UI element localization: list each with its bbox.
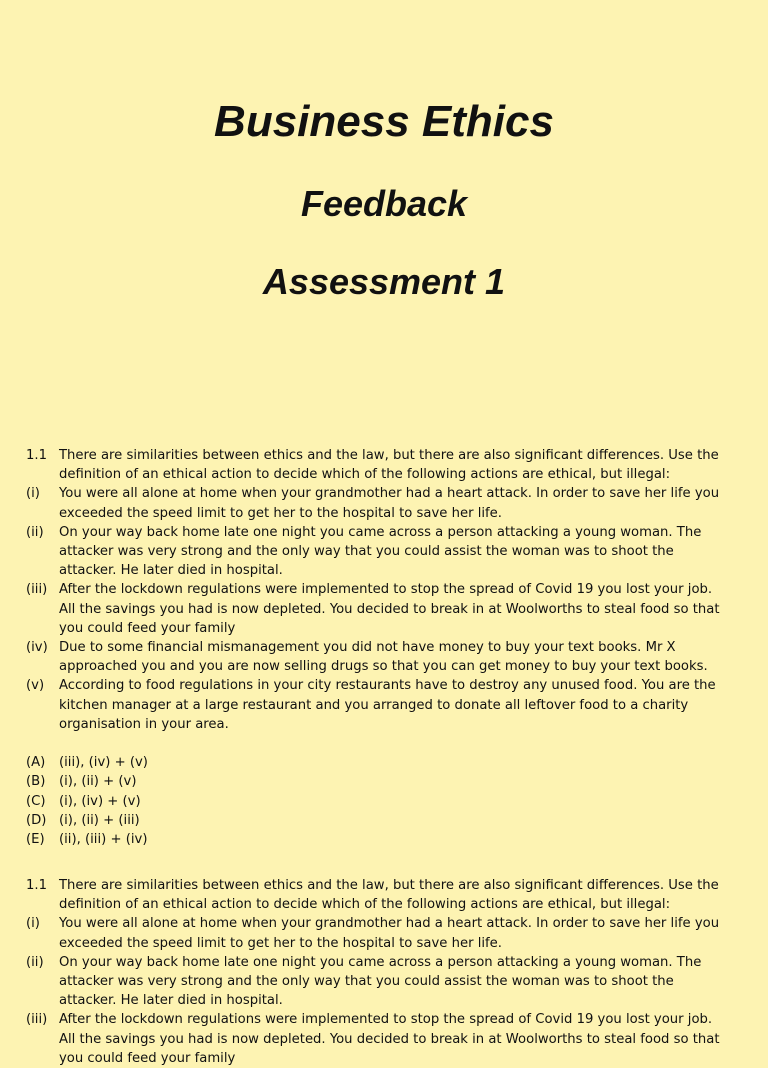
list-item bbox=[26, 484, 726, 522]
option-text: (i), (ii) + (iii) bbox=[59, 812, 140, 828]
question-stem-text: There are similarities between ethics and the law, but there are also significant differences. Use the definition of an ethical action to decide which of the following actions are ethical, but illegal: bbox=[59, 448, 719, 483]
item-label: (ii) bbox=[26, 524, 44, 540]
list-item bbox=[26, 523, 726, 581]
question-stem-text: There are similarities between ethics and the law, but there are also significant differences. Use the definition of an ethical action to decide which of the following actions are ethical, but illegal: bbox=[59, 878, 719, 913]
item-text: You were all alone at home when your grandmother had a heart attack. In order to save her life you exceeded the speed limit to get her to the hospital to save her life. bbox=[59, 916, 720, 951]
item-text: On your way back home late one night you came across a person attacking a young woman. The attacker was very strong and the only way that you could assist the woman was to shoot the attacker. He later died in hospital. bbox=[59, 524, 702, 579]
list-item bbox=[26, 580, 726, 638]
item-label: (iii) bbox=[26, 582, 48, 598]
item-label: (ii) bbox=[26, 954, 44, 970]
item-text: On your way back home late one night you came across a person attacking a young woman. The attacker was very strong and the only way that you could assist the woman was to shoot the attacker. He later died in hospital. bbox=[59, 954, 702, 1009]
item-label: (i) bbox=[26, 486, 40, 502]
question-number: 1.1 bbox=[26, 878, 47, 893]
list-item bbox=[26, 953, 726, 1011]
item-label: (iii) bbox=[26, 1012, 48, 1028]
option-text: (iii), (iv) + (v) bbox=[59, 755, 148, 771]
option-label: (A) bbox=[26, 755, 46, 771]
option-text: (i), (iv) + (v) bbox=[59, 793, 141, 809]
item-text: After the lockdown regulations were implemented to stop the spread of Covid 19 you lost your job. All the savings you had is now depleted. You decided to break in at Woolworths to steal food so that you could feed your family bbox=[59, 1012, 720, 1066]
answer-option bbox=[26, 830, 726, 849]
question-block-repeat bbox=[26, 876, 726, 1068]
document-subtitle: Feedback bbox=[300, 183, 468, 224]
list-item bbox=[26, 676, 726, 734]
option-label: (B) bbox=[26, 774, 46, 790]
question-number: 1.1 bbox=[26, 448, 47, 463]
option-text: (i), (ii) + (v) bbox=[59, 774, 137, 790]
answer-option bbox=[26, 753, 726, 772]
document-title: Business Ethics bbox=[214, 97, 554, 146]
option-label: (E) bbox=[26, 832, 45, 848]
assessment-heading: Assessment 1 bbox=[262, 261, 506, 302]
option-label: (C) bbox=[26, 793, 46, 809]
option-text: (ii), (iii) + (iv) bbox=[59, 832, 148, 848]
question-stem bbox=[26, 446, 726, 484]
list-item bbox=[26, 914, 726, 952]
option-label: (D) bbox=[26, 812, 47, 828]
item-text: After the lockdown regulations were implemented to stop the spread of Covid 19 you lost your job. All the savings you had is now depleted. You decided to break in at Woolworths to steal food so that you could feed your family bbox=[59, 582, 720, 636]
item-text: Due to some financial mismanagement you did not have money to buy your text books. Mr X approached you and you are now selling drugs so that you can get money to buy your text books. bbox=[59, 640, 708, 675]
answer-option bbox=[26, 811, 726, 830]
item-label: (i) bbox=[26, 916, 40, 932]
question-stem bbox=[26, 876, 726, 914]
item-text: According to food regulations in your city restaurants have to destroy any unused food. You are the kitchen manager at a large restaurant and you arranged to donate all leftover food to a charity organisation in your area. bbox=[59, 678, 716, 732]
list-item bbox=[26, 638, 726, 676]
list-item bbox=[26, 1010, 726, 1068]
item-label: (v) bbox=[26, 678, 45, 694]
item-text: You were all alone at home when your grandmother had a heart attack. In order to save her life you exceeded the speed limit to get her to the hospital to save her life. bbox=[59, 486, 720, 521]
item-label: (iv) bbox=[26, 640, 48, 656]
answer-option bbox=[26, 772, 726, 791]
answer-option bbox=[26, 792, 726, 811]
question-block bbox=[26, 446, 726, 849]
